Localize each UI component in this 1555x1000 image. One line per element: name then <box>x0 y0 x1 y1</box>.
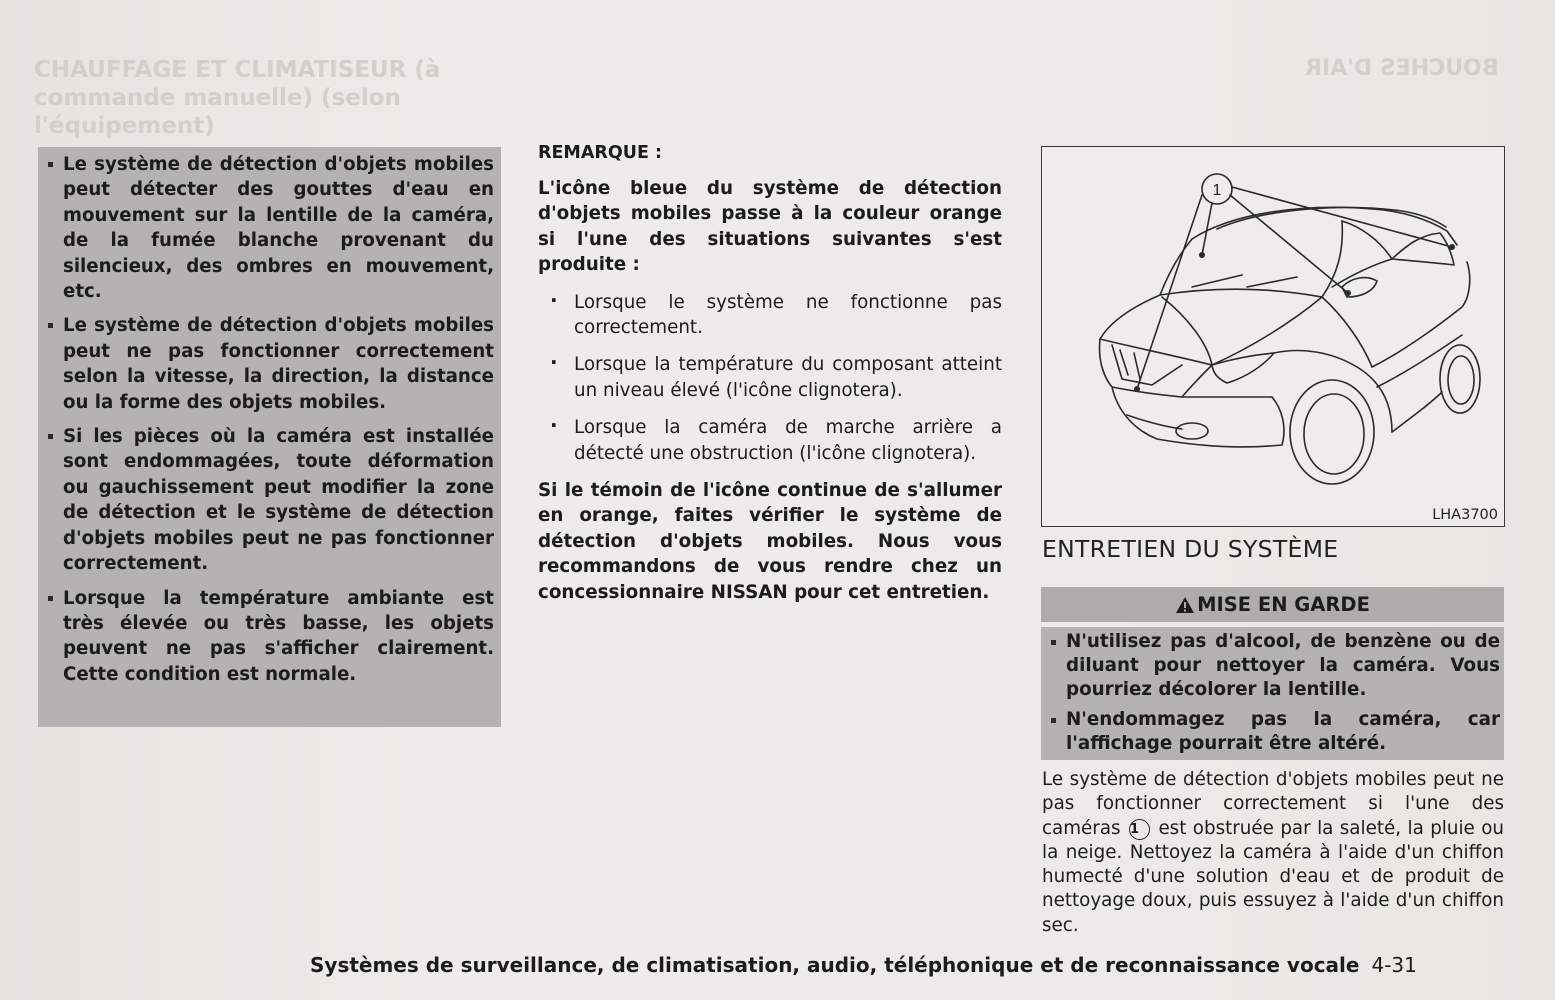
page-footer <box>310 950 1417 980</box>
grille <box>1100 339 1213 397</box>
left-notes-panel <box>38 147 501 727</box>
figure-code: LHA3700 <box>1432 507 1498 523</box>
show-through-heading-right: BOUCHES D'AIR <box>1305 56 1499 81</box>
camera-location-figure <box>1041 146 1505 527</box>
section-title: ENTRETIEN DU SYSTÈME <box>1042 535 1339 563</box>
callout-number: 1 <box>1212 182 1222 199</box>
remark-title: REMARQUE : <box>538 143 662 163</box>
left-note-item: Lorsque la température ambiante est très élevée ou très basse, les objets peuvent ne pas s'afficher clairement. Cette condition est normale. <box>46 586 494 688</box>
show-through-heading-left: CHAUFFAGE ET CLIMATISEUR (à commande manuelle) (selon l'équipement) <box>34 57 441 139</box>
paragraph-text-before: Le système de détection d'objets mobiles peut ne pas fonctionner correctement si l'une des caméras <box>1042 769 1504 839</box>
remark-section <box>538 140 1002 605</box>
body-side <box>1372 262 1470 367</box>
fog-light <box>1176 423 1208 439</box>
left-note-item: Le système de détection d'objets mobiles peut ne pas fonctionner correctement selon la vitesse, la direction, la distance ou la forme des objets mobiles. <box>46 313 494 415</box>
remark-item: · Lorsque le système ne fonctionne pas correctement. <box>538 290 1002 341</box>
remark-item: · Lorsque la caméra de marche arrière a détecté une obstruction (l'icône clignotera). <box>538 415 1002 466</box>
remark-outro: Si le témoin de l'icône continue de s'allumer en orange, faites vérifier le système de détection d'objets mobiles. Nous vous recommandons de vous rendre chez un concessionnaire NISSAN pour cet entretien. <box>538 480 1002 603</box>
left-note-item: Si les pièces où la caméra est installée sont endommagées, toute déformation ou gauchissement peut modifier la zone de détection et le système de détection d'objets mobiles peut ne pas fonctionner correctement. <box>46 424 494 576</box>
caution-item: N'utilisez pas d'alcool, de benzène ou de diluant pour nettoyer la caméra. Vous pourriez décolorer la lentille. <box>1047 630 1500 702</box>
caution-list <box>1047 630 1500 756</box>
caution-body <box>1041 627 1504 760</box>
headlight <box>1212 353 1274 383</box>
caution-title: MISE EN GARDE <box>1197 593 1370 616</box>
side-window-rear <box>1392 233 1454 265</box>
left-notes-list <box>46 152 494 687</box>
inline-callout: 1 <box>1129 819 1150 840</box>
paragraph-text-after: est obstruée par la saleté, la pluie ou la neige. Nettoyez la caméra à l'aide d'un chiffon humecté d'une solution d'eau et de produit de nettoyage doux, puis essuyez à l'aide d'un chiffon sec. <box>1042 817 1505 936</box>
caution-item: N'endommagez pas la caméra, car l'affichage pourrait être altéré. <box>1047 708 1500 756</box>
warning-triangle-icon <box>1175 596 1195 614</box>
suv-illustration <box>1042 147 1504 526</box>
page-number: 4-31 <box>1371 953 1417 977</box>
footer-title: Systèmes de surveillance, de climatisation, audio, téléphonique et de reconnaissance vocale <box>310 953 1360 977</box>
front-wheel <box>1290 380 1374 484</box>
left-note-item: Le système de détection d'objets mobiles peut détecter des gouttes d'eau en mouvement sur la lentille de la caméra, de la fumée blanche provenant du silencieux, des ombres en mouvement, etc. <box>46 152 494 304</box>
remark-list <box>538 290 1002 466</box>
remark-intro: L'icône bleue du système de détection d'objets mobiles passe à la couleur orange si l'une des situations suivantes s'est produite : <box>538 178 1002 276</box>
maintenance-paragraph <box>1042 768 1504 938</box>
caution-box <box>1041 587 1504 760</box>
roof-rail <box>1217 208 1446 229</box>
caution-header <box>1041 587 1504 622</box>
hood <box>1100 295 1322 365</box>
remark-item: · Lorsque la température du composant atteint un niveau élevé (l'icône clignotera). <box>538 352 1002 403</box>
